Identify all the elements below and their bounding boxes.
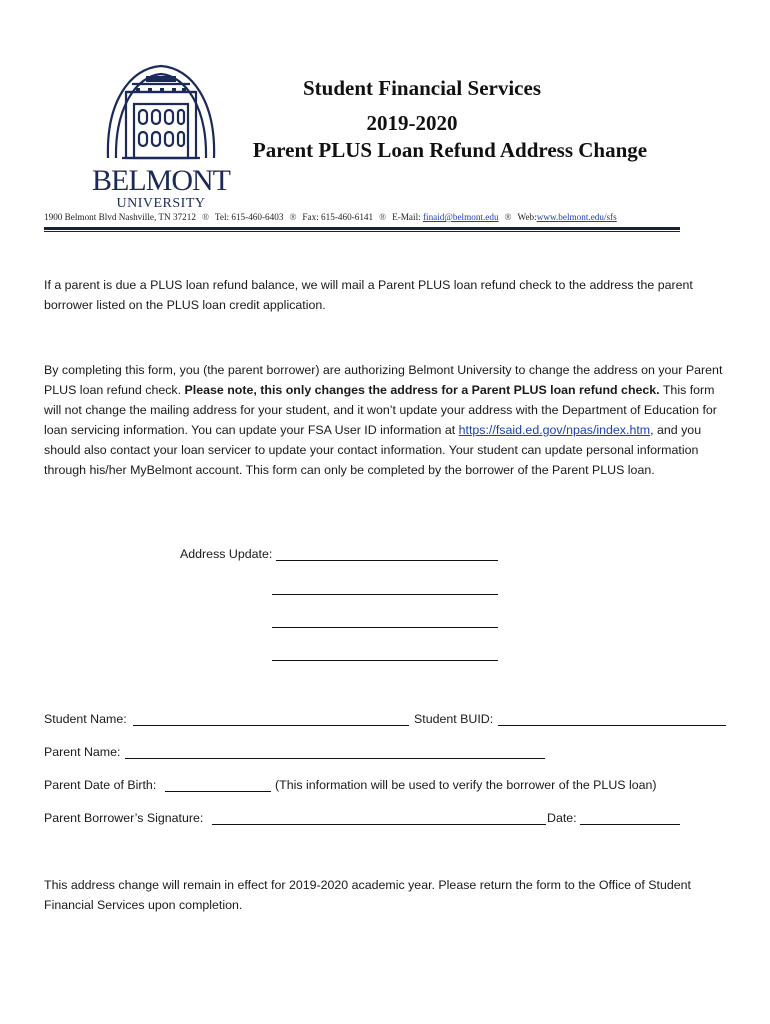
student-buid-label: Student BUID: (414, 712, 494, 726)
contact-address: 1900 Belmont Blvd Nashville, TN 37212 (44, 212, 196, 222)
contact-line (44, 212, 684, 222)
signature-label: Parent Borrower’s Signature: (44, 811, 204, 825)
authorization-text-3: , and you should also contact your loan servicer to update your contact information. Your student can update personal information through his/her MyBelmont account. This form can only be completed by the borrower of the Parent PLUS loan. (44, 423, 702, 477)
signature-field[interactable] (212, 824, 546, 825)
address-line-3[interactable] (272, 627, 498, 628)
header-divider (44, 227, 680, 230)
separator-icon: ® (289, 212, 297, 222)
belmont-university-logo (88, 62, 234, 212)
separator-icon: ® (504, 212, 512, 222)
authorization-text-2: This form will not change the mailing address for your student, and it won’t update your address with the Department of Education for loan servicing information. You can update your FSA User ID information at (44, 383, 717, 437)
logo-wordmark: BELMONT (92, 164, 230, 197)
contact-fax: Fax: 615-460-6141 (302, 212, 374, 222)
date-field[interactable] (580, 824, 680, 825)
parent-name-field[interactable] (125, 758, 545, 759)
closing-paragraph: This address change will remain in effect for 2019-2020 academic year. Please return the form to the Office of Student Financial Services upon completion. (44, 878, 691, 912)
header-office-title: Student Financial Services (302, 76, 541, 100)
student-name-label: Student Name: (44, 712, 127, 726)
address-update-label: Address Update: (180, 547, 273, 561)
header-year: 2019-2020 (366, 111, 458, 135)
address-line-1[interactable] (276, 560, 498, 561)
contact-email-link[interactable]: finaid@belmont.edu (422, 212, 499, 222)
student-buid-field[interactable] (498, 725, 726, 726)
separator-icon: ® (201, 212, 209, 222)
contact-email-label: E-Mail: (392, 212, 423, 222)
address-line-4[interactable] (272, 660, 498, 661)
intro-paragraph: If a parent is due a PLUS loan refund balance, we will mail a Parent PLUS loan refund check to the address the parent borrower listed on the PLUS loan credit application. (44, 278, 693, 312)
contact-web-label: Web: (517, 212, 537, 222)
authorization-note: Please note, this only changes the address for a Parent PLUS loan refund check. (184, 383, 660, 397)
dob-verification-note: (This information will be used to verify the borrower of the PLUS loan) (275, 778, 657, 792)
contact-tel: Tel: 615-460-6403 (214, 212, 284, 222)
authorization-text-1: By completing this form, you (the parent borrower) are authorizing Belmont University to change the address on your Parent PLUS loan refund check. (44, 363, 723, 397)
separator-icon: ® (379, 212, 387, 222)
address-line-2[interactable] (272, 594, 498, 595)
authorization-paragraph (44, 360, 734, 480)
student-name-field[interactable] (133, 725, 409, 726)
parent-dob-label: Parent Date of Birth: (44, 778, 157, 792)
contact-web-link[interactable]: www.belmont.edu/sfs (536, 212, 617, 222)
logo-subtitle: UNIVERSITY (116, 196, 206, 211)
fsa-id-link[interactable]: https://fsaid.ed.gov/npas/index.htm (458, 423, 651, 437)
header-form-title: Parent PLUS Loan Refund Address Change (252, 138, 648, 162)
parent-name-label: Parent Name: (44, 745, 121, 759)
header-divider-thin (44, 231, 680, 232)
date-label: Date: (547, 811, 577, 825)
parent-dob-field[interactable] (165, 791, 271, 792)
